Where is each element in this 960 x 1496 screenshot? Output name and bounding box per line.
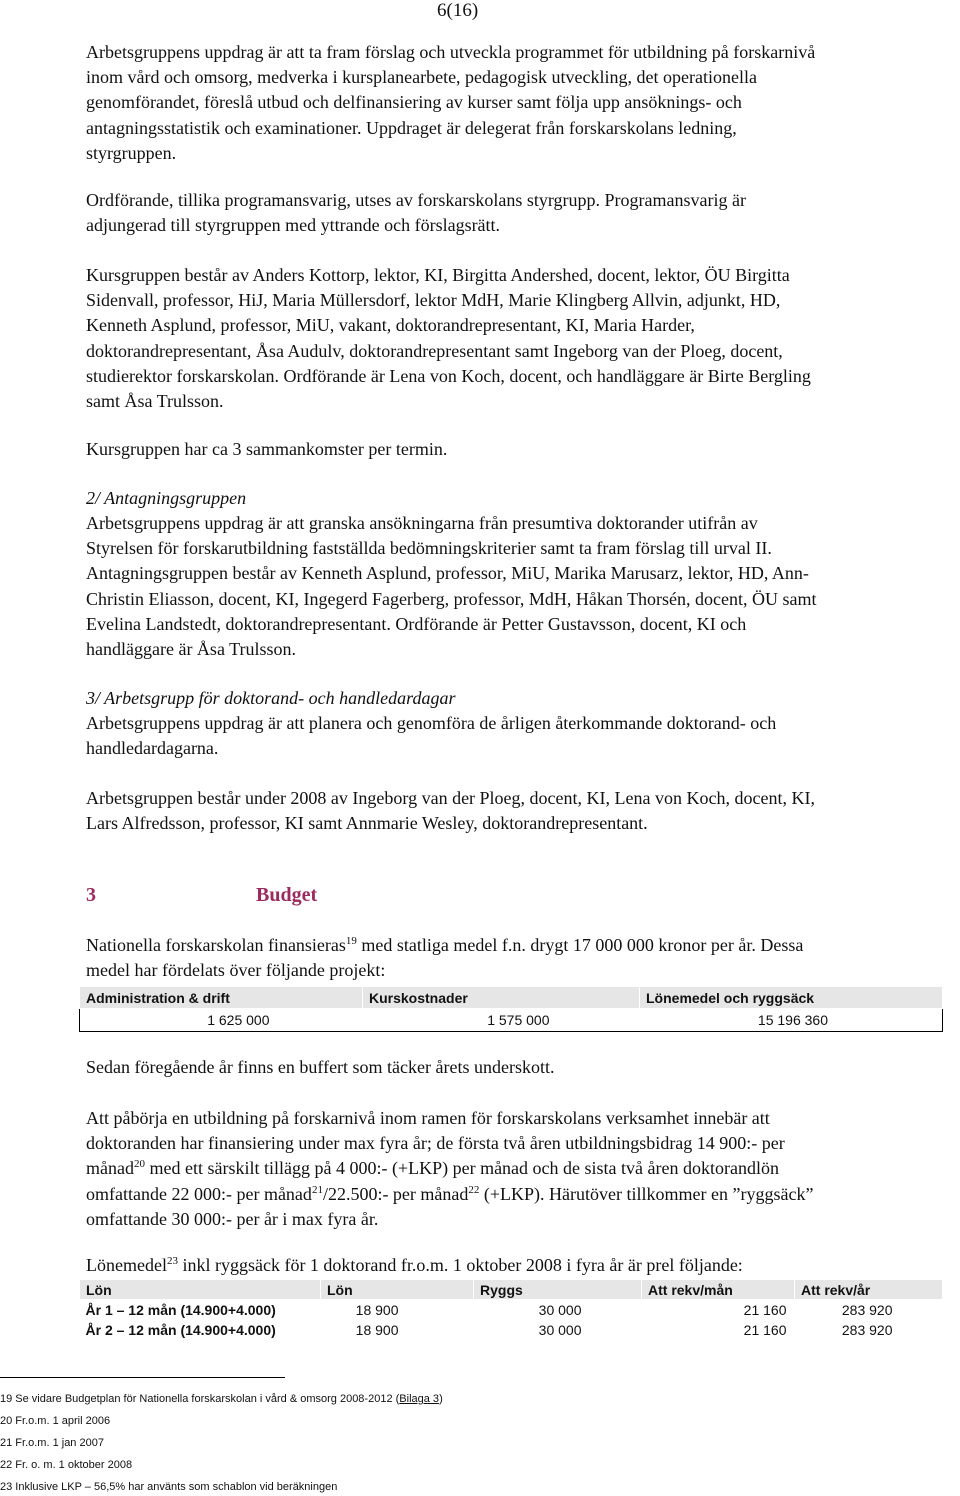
footnote-ref-20: 20 — [133, 1158, 145, 1171]
footnote-ref-22: 22 — [468, 1183, 480, 1196]
table-header-cell: Administration & drift — [80, 987, 363, 1009]
footnote-ref-23: 23 — [166, 1255, 178, 1267]
footnote-ref-19: 19 — [345, 935, 357, 947]
table-cell: 283 920 — [841, 1302, 893, 1318]
table-row — [80, 1320, 943, 1340]
table-header-cell: Kurskostnader — [363, 987, 640, 1009]
table-header-cell: Lön — [321, 1280, 474, 1300]
footnote-22: 22 Fr. o. m. 1 oktober 2008 — [0, 1459, 133, 1471]
paragraph-buffert: Sedan föregående år finns en buffert som täcker årets underskott. — [86, 1057, 555, 1077]
table-cell: År 2 – 12 mån (14.900+4.000) — [85, 1322, 276, 1338]
table-header-row — [80, 1280, 943, 1300]
table-cell: 18 900 — [355, 1322, 399, 1338]
section-number: 3 — [86, 884, 96, 906]
paragraph-budget-intro: Nationella forskarskolan finansieras$^{19}$ med statliga medel f.n. drygt 17 000 000 kronor per år. Dessa medel har fördelats över följande projekt: — [86, 935, 804, 981]
table-header-row — [80, 987, 943, 1009]
table-header-cell: Att rekv/mån — [642, 1280, 795, 1300]
table-cell: 18 900 — [355, 1302, 399, 1318]
table-cell: 283 920 — [841, 1322, 893, 1338]
paragraph-ordforande: Ordförande, tillika programansvarig, utses av forskarskolans styrgrupp. Programansvarig är adjungerad till styrgruppen med yttrande och förslagsrätt. — [86, 190, 746, 236]
table-header-cell: Ryggs — [474, 1280, 642, 1300]
paragraph-finansiering: Att påbörja en utbildning på forskarnivå inom ramen för forskarskolans verksamhet innebär att doktoranden har finansiering under max fyra år; de första två åren utbildningsbidrag 14 900:- per månad$^{20}$ med ett särskilt tillägg på 4 000:- (+LKP) per månad och de sista två åren doktorandlön omfattande 22 000:- per månad$^{21}$/22.500:- per månad$^{22}$ (+LKP). Härutöver tillkommer en ”ryggsäck” omfattande 30 000:- per år i max fyra år. — [86, 1108, 814, 1229]
table-header-cell: Lön — [80, 1280, 321, 1300]
table-row — [80, 1009, 943, 1032]
table-cell: 1 625 000 — [207, 1012, 270, 1028]
paragraph-sammankomster: Kursgruppen har ca 3 sammankomster per termin. — [86, 439, 448, 459]
table-cell: 21 160 — [743, 1322, 787, 1338]
paragraph-lonemedel: Lönemedel$^{23}$ inkl ryggsäck för 1 doktorand fr.o.m. 1 oktober 2008 i fyra år är prel följande: — [86, 1255, 743, 1275]
table-cell: År 1 – 12 mån (14.900+4.000) — [85, 1302, 276, 1318]
salary-table — [79, 1279, 943, 1340]
page-number: 6(16) — [437, 0, 479, 21]
paragraph-doktorand-medlemmar: Arbetsgruppen består under 2008 av Ingeborg van der Ploeg, docent, KI, Lena von Koch, docent, KI, Lars Alfredsson, professor, KI samt Annmarie Wesley, doktorandrepresentant. — [86, 788, 815, 834]
paragraph-antagningsgruppen: Arbetsgruppens uppdrag är att granska ansökningarna från presumtiva doktorander utifrån av Styrelsen för forskarutbildning fastställda bedömningskriterier samt ta fram förslag till urval II. Antagningsgruppen består av Kenneth Asplund, professor, MiU, Marika Marusarz, lektor, HD, Ann- Christin Eliasson, docent, KI, Ingegerd Fagerberg, professor, MdH, Håkan Thorsén, docent, ÖU samt Evelina Landstedt, doktorandrepresentant. Ordförande är Petter Gustavsson, docent, KI och handläggare är Åsa Trulsson. — [86, 513, 817, 660]
table-row — [80, 1300, 943, 1321]
paragraph-doktorand-uppdrag: Arbetsgruppens uppdrag är att planera och genomföra de årligen återkommande doktorand- och handledardagarna. — [86, 713, 777, 759]
footnote-20: 20 Fr.o.m. 1 april 2006 — [0, 1415, 111, 1427]
table-cell: 21 160 — [743, 1302, 787, 1318]
table-cell: 1 575 000 — [487, 1012, 550, 1028]
budget-allocation-table — [79, 986, 943, 1032]
footnote-23: 23 Inklusive LKP – 56,5% har använts som schablon vid beräkningen — [0, 1481, 338, 1493]
subheading-antagningsgruppen: 2/ Antagningsgruppen — [86, 488, 247, 508]
paragraph-kursgruppen: Kursgruppen består av Anders Kottorp, lektor, KI, Birgitta Andershed, docent, lektor, ÖU Birgitta Sidenvall, professor, HiJ, Maria Müllersdorf, lektor MdH, Marie Klingberg Allvin, adjunkt, HD, Kenneth Asplund, professor, MiU, vakant, doktorandrepresentant, KI, Maria Harder, doktorandrepresentant, Åsa Audulv, doktorandrepresentant samt Ingeborg van der Ploeg, docent, studierektor forskarskolan. Ordförande är Lena von Koch, docent, och handläggare är Birte Bergling samt Åsa Trulsson. — [86, 265, 811, 412]
section-title: Budget — [256, 884, 318, 906]
table-header-cell: Att rekv/år — [795, 1280, 943, 1300]
table-cell: 30 000 — [538, 1322, 582, 1338]
footnote-21: 21 Fr.o.m. 1 jan 2007 — [0, 1437, 104, 1449]
footnote-19: 19 Se vidare Budgetplan för Nationella forskarskolan i vård & omsorg 2008-2012 (Bilaga 3) — [0, 1393, 443, 1405]
table-cell: 15 196 360 — [757, 1012, 828, 1028]
subheading-doktorand-handledardagar: 3/ Arbetsgrupp för doktorand- och handledardagar — [86, 688, 456, 708]
table-cell: 30 000 — [538, 1302, 582, 1318]
bilaga-link[interactable]: Bilaga 3 — [399, 1393, 440, 1405]
footnote-separator — [0, 1377, 285, 1378]
footnote-ref-21: 21 — [311, 1183, 323, 1196]
paragraph-arbetsgrupp-uppdrag: Arbetsgruppens uppdrag är att ta fram förslag och utveckla programmet för utbildning på forskarnivå inom vård och omsorg, medverka i kursplanearbete, pedagogisk utveckling, det operationella genomförandet, föreslå utbud och delfinansiering av kurser samt följa upp ansöknings- och antagningsstatistik och examinationer. Uppdraget är delegerat från forskarskolans ledning, styrgruppen. — [86, 42, 816, 163]
table-header-cell: Lönemedel och ryggsäck — [640, 987, 943, 1009]
